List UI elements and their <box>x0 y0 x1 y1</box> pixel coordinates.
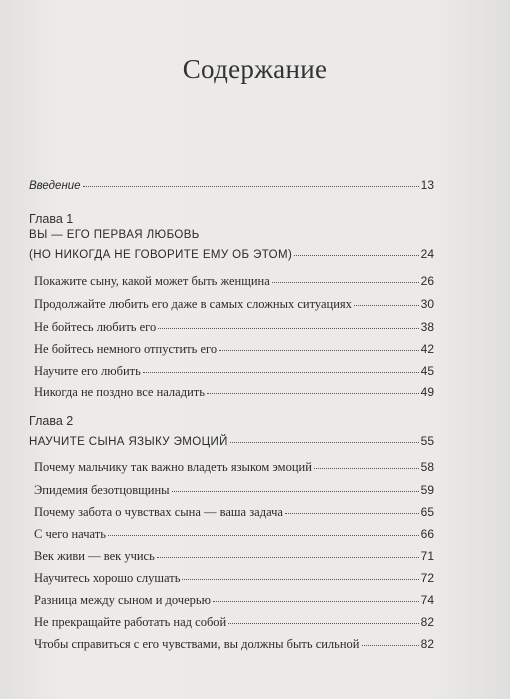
dot-leader <box>158 327 418 329</box>
page-title: Содержание <box>182 54 328 84</box>
dot-leader <box>294 254 418 256</box>
toc-entry-title: Не бойтесь немного отпустить его <box>34 342 218 356</box>
toc-entry-page: 13 <box>420 178 434 192</box>
toc-entry-page: 42 <box>420 342 434 356</box>
dot-leader <box>314 467 419 469</box>
toc-entry-chapter-1[interactable] <box>29 247 434 262</box>
toc-entry[interactable] <box>34 571 434 586</box>
toc-entry-page: 72 <box>420 571 434 585</box>
dot-leader <box>83 185 419 187</box>
dot-leader <box>354 304 419 306</box>
toc-entry[interactable] <box>34 593 434 608</box>
toc-entry-title: НАУЧИТЕ СЫНА ЯЗЫКУ ЭМОЦИЙ <box>29 436 228 448</box>
toc-entry[interactable] <box>34 342 434 357</box>
dot-leader <box>285 512 419 514</box>
toc-entry-page: 71 <box>420 549 434 563</box>
dot-leader <box>207 392 419 394</box>
toc-entry-page: 30 <box>420 297 434 311</box>
toc-entry-title: Эпидемия безотцовщины <box>34 483 170 497</box>
toc-entry[interactable] <box>34 505 434 520</box>
dot-leader <box>213 600 419 602</box>
toc-entry-page: 55 <box>420 434 434 448</box>
toc-entry[interactable] <box>34 527 434 542</box>
toc-entry[interactable] <box>34 320 434 335</box>
toc-entry[interactable] <box>34 274 434 289</box>
toc-entry[interactable] <box>34 549 434 564</box>
toc-entry-title: (НО НИКОГДА НЕ ГОВОРИТЕ ЕМУ ОБ ЭТОМ) <box>29 249 293 261</box>
toc-entry-title: Никогда не поздно все наладить <box>34 385 205 399</box>
toc-entry[interactable] <box>34 460 434 475</box>
toc-entry-title: Чтобы справиться с его чувствами, вы должны быть сильной <box>34 637 360 651</box>
toc-entry[interactable] <box>34 483 434 498</box>
dot-leader <box>272 281 419 283</box>
dot-leader <box>228 622 418 624</box>
dot-leader <box>157 556 419 558</box>
toc-entry-title: Разница между сыном и дочерью <box>34 593 211 607</box>
toc-entry-page: 66 <box>420 527 434 541</box>
toc-entry-title: С чего начать <box>34 527 106 541</box>
toc-entry-page: 49 <box>420 385 434 399</box>
toc-entry-title: Введение <box>29 180 81 192</box>
toc-entry-title: Не прекращайте работать над собой <box>34 615 227 629</box>
toc-entry-title: Почему забота о чувствах сына — ваша задача <box>34 505 283 519</box>
dot-leader <box>182 578 418 580</box>
toc-entry-page: 38 <box>420 320 434 334</box>
dot-leader <box>219 349 419 351</box>
toc-entry-title: Научитесь хорошо слушать <box>34 571 181 585</box>
toc-entry-page: 58 <box>420 460 434 474</box>
dot-leader <box>362 644 419 646</box>
toc-entry-title: Почему мальчику так важно владеть языком эмоций <box>34 460 312 474</box>
dot-leader <box>108 534 419 536</box>
dot-leader <box>172 490 419 492</box>
toc-entry-title: Продолжайте любить его даже в самых сложных ситуациях <box>34 297 352 311</box>
toc-entry-page: 65 <box>420 505 434 519</box>
toc-entry-title: Не бойтесь любить его <box>34 320 157 334</box>
toc-entry-title: Век живи — век учись <box>34 549 155 563</box>
toc-entry-page: 82 <box>420 637 434 651</box>
toc-entry-title: Научите его любить <box>34 364 141 378</box>
toc-entry-page: 45 <box>420 364 434 378</box>
toc-entry-page: 26 <box>420 274 434 288</box>
toc-entry-intro[interactable] <box>29 178 434 193</box>
toc-entry[interactable] <box>34 297 434 312</box>
toc-entry[interactable] <box>34 364 434 379</box>
chapter-2-label: Глава 2 <box>29 414 74 428</box>
toc-entry[interactable] <box>34 637 434 652</box>
toc-entry[interactable] <box>34 615 434 630</box>
toc-entry-title: Покажите сыну, какой может быть женщина <box>34 274 270 288</box>
dot-leader <box>230 441 419 443</box>
chapter-1-label: Глава 1 <box>29 212 74 226</box>
chapter-1-heading-line1: ВЫ — ЕГО ПЕРВАЯ ЛЮБОВЬ <box>29 229 200 241</box>
toc-entry-page: 74 <box>420 593 434 607</box>
toc-entry-page: 24 <box>420 247 434 261</box>
toc-entry-page: 82 <box>420 615 434 629</box>
dot-leader <box>143 371 419 373</box>
toc-entry-page: 59 <box>420 483 434 497</box>
toc-entry-chapter-2[interactable] <box>29 434 434 449</box>
toc-entry[interactable] <box>34 385 434 400</box>
